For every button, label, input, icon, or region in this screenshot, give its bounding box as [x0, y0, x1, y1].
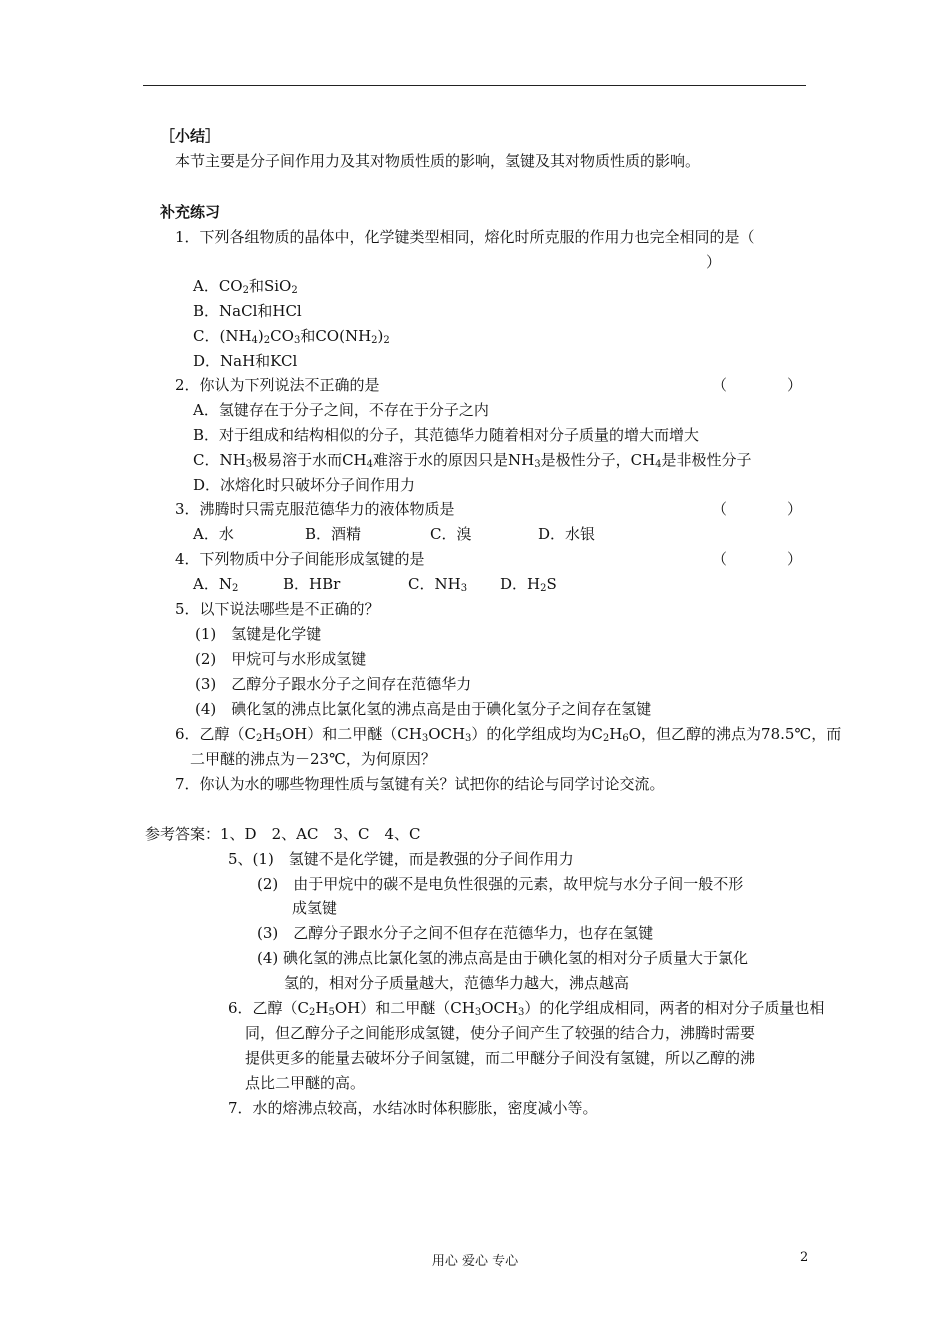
- q1-option-c: C．$(NH_4)_2CO_3$和$CO(NH_2)_2$: [193, 327, 390, 346]
- q1-paren-close: ）: [706, 253, 722, 271]
- q2-option-b: B．对于组成和结构相似的分子，其范德华力随着相对分子质量的增大而增大: [193, 426, 700, 444]
- answer-5-3: (3) 乙醇分子跟水分子之间不但存在范德华力，也存在氢键: [257, 924, 654, 942]
- q4-option-c: C．$NH_3$: [408, 575, 468, 594]
- q4-answer-paren: （ ）: [712, 550, 803, 568]
- q2-text: 2．你认为下列说法不正确的是: [175, 376, 380, 394]
- q1-option-a: A．$CO_2$和SiO$_2$: [193, 277, 298, 296]
- q7-text: 7．你认为水的哪些物理性质与氢键有关？试把你的结论与同学讨论交流。: [175, 775, 665, 793]
- answers-line-1: 参考答案：1、D 2、AC 3、C 4、C: [145, 825, 421, 843]
- answer-6-line-1: 6．乙醇$(C_2H_5OH)$和二甲醚$(CH_3OCH_3)$的化学组成相同，两者的相对分子质量也相: [228, 999, 825, 1018]
- q5-item-4: (4) 碘化氢的沸点比氯化氢的沸点高是由于碘化氢分子之间存在氢键: [195, 700, 652, 718]
- q2-option-d: D．冰熔化时只破坏分子间作用力: [193, 476, 416, 494]
- exercises-heading: 补充练习: [160, 203, 221, 221]
- q3-answer-paren: （ ）: [712, 500, 803, 518]
- footer-text: 用心 爱心 专心: [431, 1254, 519, 1269]
- answer-6-line-2: 同，但乙醇分子之间能形成氢键，使分子间产生了较强的结合力，沸腾时需要: [245, 1024, 756, 1042]
- q5-text: 5．以下说法哪些是不正确的？: [175, 600, 380, 618]
- answer-5-4a: (4) 碘化氢的沸点比氯化氢的沸点高是由于碘化氢的相对分子质量大于氯化: [257, 949, 749, 967]
- q5-item-3: (3) 乙醇分子跟水分子之间存在范德华力: [195, 675, 472, 693]
- answer-7: 7．水的熔沸点较高，水结冰时体积膨胀，密度减小等。: [228, 1099, 598, 1117]
- q2-option-c: C．$NH_3$极易溶于水而$CH_4$难溶于水的原因只是$NH_3$是极性分子，$CH_4$是非极性分子: [193, 451, 752, 470]
- q4-text: 4．下列物质中分子间能形成氢键的是: [175, 550, 425, 568]
- answer-5-1: 5、(1) 氢键不是化学键，而是教强的分子间作用力: [228, 850, 574, 868]
- answer-5-4b: 氢的，相对分子质量越大，范德华力越大，沸点越高: [284, 974, 630, 992]
- q1-option-b: B．NaCl和HCl: [193, 302, 302, 320]
- summary-heading: ［小结］: [160, 127, 221, 145]
- q3-option-c: C．溴: [430, 525, 472, 543]
- q5-item-2: (2) 甲烷可与水形成氢键: [195, 650, 367, 668]
- q2-option-a: A．氢键存在于分子之间，不存在于分子之内: [193, 401, 489, 419]
- summary-text: 本节主要是分子间作用力及其对物质性质的影响，氢键及其对物质性质的影响。: [175, 152, 701, 170]
- q3-option-d: D．水银: [538, 525, 596, 543]
- q3-option-a: A．水: [193, 525, 234, 543]
- q3-text: 3．沸腾时只需克服范德华力的液体物质是: [175, 500, 455, 518]
- answer-5-2b: 成氢键: [292, 899, 338, 917]
- answer-6-line-3: 提供更多的能量去破坏分子间氢键，而二甲醚分子间没有氢键，所以乙醇的沸: [245, 1049, 756, 1067]
- q4-option-b: B．HBr: [283, 575, 341, 593]
- q6-line-1: 6．乙醇$(C_2H_5OH)$和二甲醚$(CH_3OCH_3)$的化学组成均为$C_2H_6O$，但乙醇的沸点为78.5℃，而: [175, 725, 842, 744]
- q6-line-2: 二甲醚的沸点为－23℃，为何原因？: [190, 750, 436, 768]
- answer-6-line-4: 点比二甲醚的高。: [245, 1074, 366, 1092]
- q1-text: 1．下列各组物质的晶体中，化学键类型相同，熔化时所克服的作用力也完全相同的是（: [175, 228, 755, 246]
- q5-item-1: (1) 氢键是化学键: [195, 625, 322, 643]
- q3-option-b: B．酒精: [305, 525, 362, 543]
- answer-5-2a: (2) 由于甲烷中的碳不是电负性很强的元素，故甲烷与水分子间一般不形: [257, 875, 744, 893]
- header-rule: [143, 85, 806, 86]
- q4-option-d: D．$H_2S$: [500, 575, 557, 594]
- q4-option-a: A．$N_2$: [193, 575, 239, 594]
- q2-answer-paren: （ ）: [712, 376, 803, 394]
- q1-option-d: D．NaH和KCl: [193, 352, 298, 370]
- page-number: 2: [800, 1250, 809, 1265]
